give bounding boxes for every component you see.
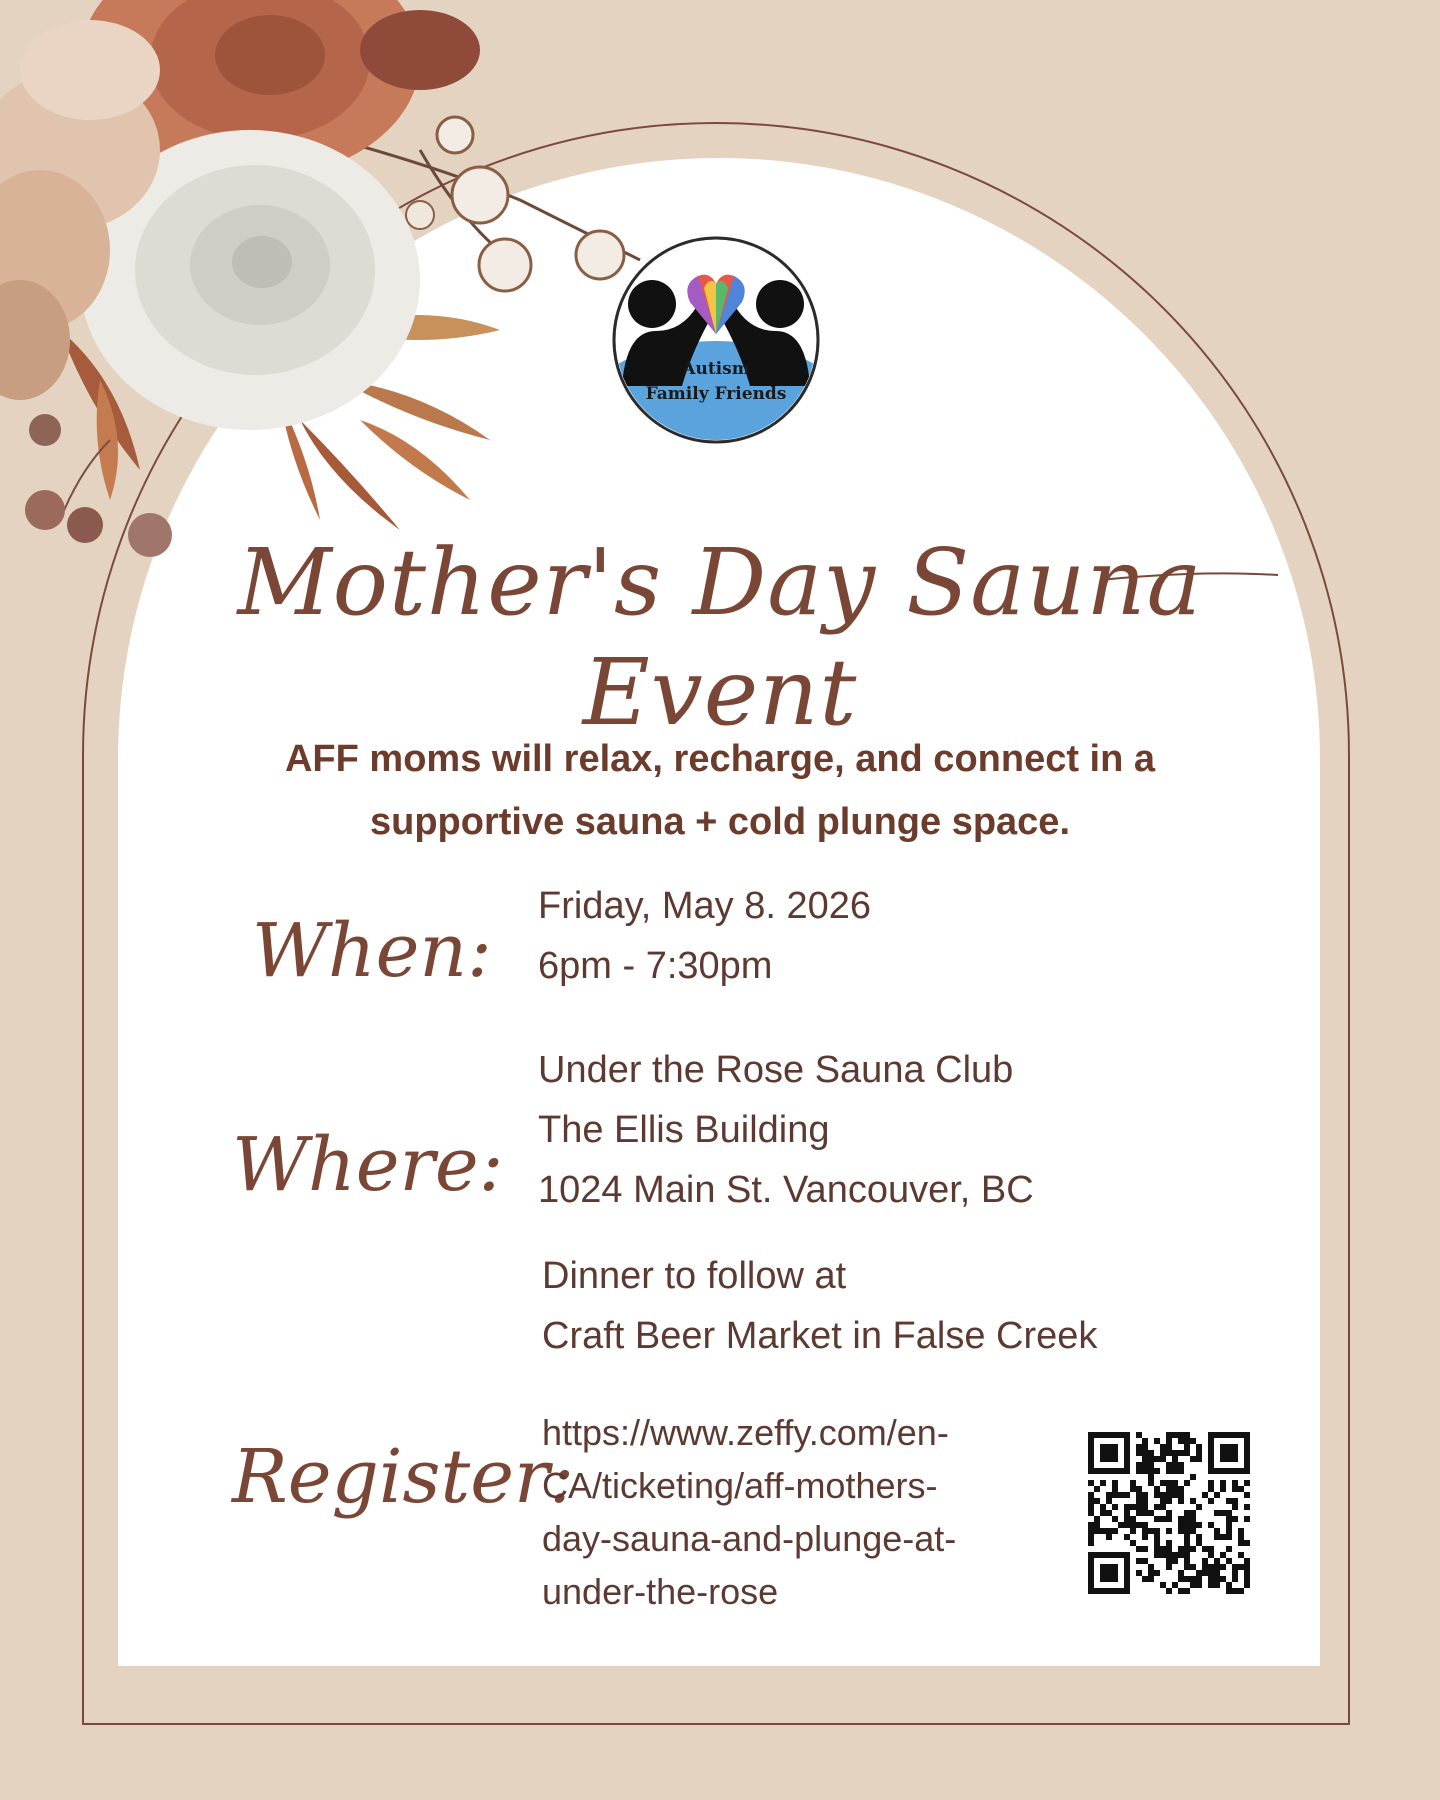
where-details	[538, 1040, 1034, 1220]
register-url-line4[interactable]: under-the-rose	[542, 1571, 779, 1612]
logo-text-line2: Family Friends	[645, 384, 787, 404]
where-label: Where:	[232, 1122, 504, 1208]
aff-logo	[612, 236, 820, 444]
register-url-line1[interactable]: https://www.zeffy.com/en-	[542, 1412, 949, 1453]
venue-name: Under the Rose Sauna Club	[538, 1049, 1014, 1091]
dinner-details	[542, 1246, 1097, 1366]
register-label: Register:	[232, 1434, 575, 1520]
register-url-line3[interactable]: day-sauna-and-plunge-at-	[542, 1518, 957, 1559]
street-address: 1024 Main St. Vancouver, BC	[538, 1169, 1034, 1211]
cotton-bud-icon	[406, 117, 624, 291]
building-name: The Ellis Building	[538, 1109, 830, 1151]
tagline-line1: AFF moms will relax, recharge, and connect in a	[284, 738, 1156, 780]
logo-text-line1: Autism	[682, 359, 750, 379]
register-link[interactable]	[542, 1406, 1042, 1618]
register-url-line2[interactable]: CA/ticketing/aff-mothers-	[542, 1465, 938, 1506]
tagline	[180, 728, 1260, 854]
when-details	[538, 876, 871, 996]
when-label: When:	[251, 908, 492, 994]
dinner-line1: Dinner to follow at	[542, 1255, 847, 1297]
event-date: Friday, May 8. 2026	[538, 885, 872, 927]
qr-code-icon[interactable]	[1088, 1432, 1250, 1594]
dinner-line2: Craft Beer Market in False Creek	[542, 1315, 1098, 1357]
event-time: 6pm - 7:30pm	[538, 945, 773, 987]
event-title: Mother's Day Sauna Event	[237, 529, 1203, 746]
tagline-line2: supportive sauna + cold plunge space.	[369, 801, 1070, 843]
